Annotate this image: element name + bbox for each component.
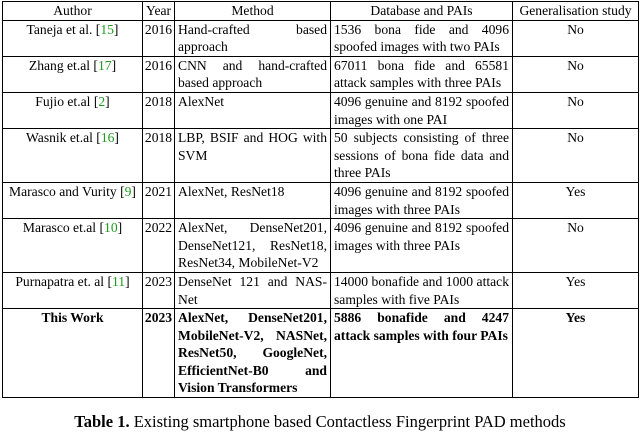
author-name: Fujio et.al [	[35, 93, 99, 109]
citation-bracket: ]	[131, 183, 136, 199]
author-cell	[3, 129, 143, 183]
header-row	[3, 2, 639, 21]
generalisation-cell: No	[513, 129, 639, 183]
author-name: Marasco and Vurity [	[9, 183, 125, 199]
author-cell	[3, 272, 143, 308]
header-author: Author	[3, 2, 143, 21]
method-cell: AlexNet, DenseNet201, DenseNet121, ResNet18, ResNet34, MobileNet-V2	[175, 219, 331, 273]
database-cell: 4096 genuine and 8192 spoofed images with one PAI	[331, 92, 513, 128]
method-cell: AlexNet, DenseNet201, MobileNet-V2, NASNet, ResNet50, GoogleNet, EfficientNet-B0 and Vision Transformers	[175, 309, 331, 398]
author-cell	[3, 309, 143, 398]
database-cell: 4096 genuine and 8192 spoofed images with three PAIs	[331, 182, 513, 218]
citation-link[interactable]: 2	[98, 93, 106, 109]
author-cell	[3, 20, 143, 56]
author-name: This Work	[41, 310, 104, 326]
database-cell: 5886 bonafide and 4247 attack samples with four PAIs	[331, 309, 513, 398]
citation-link[interactable]: 10	[104, 220, 118, 236]
citation-bracket: ]	[125, 273, 130, 289]
citation-bracket: ]	[111, 57, 117, 73]
year-cell: 2023	[143, 309, 175, 398]
table-row	[3, 56, 639, 92]
citation-link[interactable]: 15	[100, 21, 114, 37]
method-cell: Hand-crafted based approach	[175, 20, 331, 56]
generalisation-cell: Yes	[513, 272, 639, 308]
header-generalisation: Generalisation study	[513, 2, 639, 21]
year-cell: 2022	[143, 219, 175, 273]
method-cell: DenseNet 121 and NAS-Net	[175, 272, 331, 308]
database-cell: 67011 bona fide and 65581 attack samples with three PAIs	[331, 56, 513, 92]
method-cell: AlexNet	[175, 92, 331, 128]
generalisation-cell: No	[513, 20, 639, 56]
table-row	[3, 92, 639, 128]
author-name: Taneja et al. [	[26, 21, 101, 37]
citation-link[interactable]: 16	[100, 130, 115, 146]
pad-methods-table	[2, 1, 639, 398]
citation-bracket: ]	[105, 93, 110, 109]
caption-text: Existing smartphone based Contactless Fingerprint PAD methods	[129, 412, 566, 431]
generalisation-cell: Yes	[513, 182, 639, 218]
author-cell	[3, 182, 143, 218]
table-caption	[0, 412, 640, 432]
author-name: Zhang et.al [	[28, 57, 98, 73]
year-cell: 2018	[143, 92, 175, 128]
table-row	[3, 20, 639, 56]
author-cell	[3, 92, 143, 128]
author-cell	[3, 56, 143, 92]
table-row	[3, 182, 639, 218]
database-cell: 50 subjects consisting of three sessions of bona fide data and three PAIs	[331, 129, 513, 183]
year-cell: 2016	[143, 56, 175, 92]
generalisation-cell: No	[513, 92, 639, 128]
table-body	[3, 20, 639, 397]
citation-link[interactable]: 11	[112, 273, 126, 289]
citation-bracket: ]	[117, 220, 123, 236]
caption-label: Table 1.	[74, 412, 130, 431]
header-method: Method	[175, 2, 331, 21]
generalisation-cell: No	[513, 219, 639, 273]
table-row	[3, 272, 639, 308]
year-cell: 2023	[143, 272, 175, 308]
method-cell: CNN and hand-crafted based approach	[175, 56, 331, 92]
year-cell: 2018	[143, 129, 175, 183]
year-cell: 2016	[143, 20, 175, 56]
header-year: Year	[143, 2, 175, 21]
author-name: Purnapatra et. al [	[15, 273, 112, 289]
table-row	[3, 309, 639, 398]
citation-bracket: ]	[114, 130, 119, 146]
database-cell: 4096 genuine and 8192 spoofed images with three PAIs	[331, 219, 513, 273]
method-cell: AlexNet, ResNet18	[175, 182, 331, 218]
author-name: Wasnik et.al [	[26, 130, 101, 146]
database-cell: 14000 bonafide and 1000 attack samples with five PAIs	[331, 272, 513, 308]
citation-link[interactable]: 17	[97, 57, 112, 73]
year-cell: 2021	[143, 182, 175, 218]
citation-bracket: ]	[113, 21, 119, 37]
method-cell: LBP, BSIF and HOG with SVM	[175, 129, 331, 183]
header-database: Database and PAIs	[331, 2, 513, 21]
generalisation-cell: Yes	[513, 309, 639, 398]
author-cell	[3, 219, 143, 273]
citation-link[interactable]: 9	[124, 183, 132, 199]
table-row	[3, 219, 639, 273]
database-cell: 1536 bona fide and 4096 spoofed images with two PAIs	[331, 20, 513, 56]
author-name: Marasco et.al [	[22, 220, 105, 236]
generalisation-cell: No	[513, 56, 639, 92]
table-row	[3, 129, 639, 183]
